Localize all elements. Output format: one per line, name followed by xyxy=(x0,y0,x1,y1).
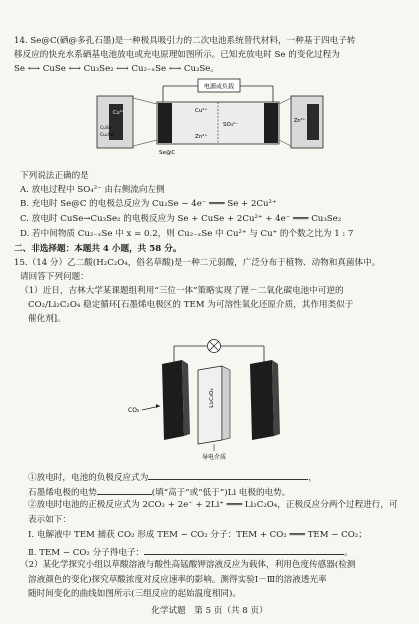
q14-option-a: A. 放电过程中 SO₄²⁻ 由右侧流向左侧 xyxy=(20,185,165,195)
graphene-electrode xyxy=(162,360,184,440)
co2-label: CO₂ xyxy=(128,407,140,414)
q14-option-c: C. 放电时 CuSe→Cu₃Se₂ 的电极反应为 Se + CuSe + 2Cu²⁺ + 4e⁻ ═══ Cu₃Se₂ xyxy=(20,214,342,224)
q15-part1-line-1: （1）近日，吉林大学某课题组利用“三位一体”策略实现了锂－二氧化碳电池中可逆的 xyxy=(20,286,344,296)
ion-left-label: Cu²⁺ xyxy=(113,110,125,116)
answer-blank-step-2[interactable] xyxy=(144,545,344,555)
zn-electrode xyxy=(264,103,278,143)
ion-right-label: Zn²⁺ xyxy=(294,118,306,124)
middle-box-label: Li₂C₂O₄ xyxy=(209,388,215,408)
ion-cu-label: Cu²⁺ xyxy=(195,108,208,114)
q15-1b-line-2: 表示如下： xyxy=(28,515,71,525)
ion-so4-label: SO₄²⁻ xyxy=(223,122,239,128)
q15-part2-line-1: （2）某化学探究小组以草酸溶液与酸性高锰酸钾溶液反应为载体，利用色度传感器(检测 xyxy=(20,560,356,570)
li-electrode xyxy=(250,360,274,440)
answer-blank-anode-reaction[interactable] xyxy=(148,470,308,480)
q15-li-co2-battery-diagram xyxy=(126,336,302,464)
q14-option-b: B. 充电时 Se@C 的电极总反应为 Cu₂Se − 4e⁻ ═══ Se + 2Cu²⁺ xyxy=(20,199,277,209)
q14-battery-diagram xyxy=(95,74,325,164)
q15-1a-text-3: (填“高于”或“低于”)Li 电极的电势。 xyxy=(151,488,291,498)
q14-intro: 下列说法正确的是 xyxy=(20,171,89,181)
q15-part2-line-3: 随时间变化的曲线如图所示(三组反应的起始温度相同)。 xyxy=(28,589,241,599)
q15-step-2-line: Ⅱ. TEM − CO₂ 分子得电子： 。 xyxy=(28,545,353,559)
load-label: 电源或负载 xyxy=(203,83,235,91)
conduction-medium-label: 导电介质 xyxy=(201,454,227,461)
answer-blank-potential[interactable] xyxy=(97,485,152,495)
q14-option-d: D. 若中间物质 Cu₂₋ₓSe 中 x = 0.2，则 Cu₂₋ₓSe 中 Cu²⁺ 与 Cu⁺ 的个数之比为 1 : 7 xyxy=(20,229,354,239)
q15-1a-line-1: ①放电时，电池的负极反应式为 ， xyxy=(28,470,317,484)
q15-stem-line-2: 请回答下列问题： xyxy=(20,272,89,282)
q14-stem-line-2: 移反应的快充水系硒基电池放电或充电原理如图所示。已知充放电时 Se 的变化过程为 xyxy=(14,50,340,60)
q15-part1-line-2: CO₂/Li₂C₂O₄ 稳定循环[石墨烯电极区的 TEM 为可溶性氧化还原介质，其作用类似于 xyxy=(28,300,354,310)
q15-step-2: Ⅱ. TEM − CO₂ 分子得电子： xyxy=(28,548,145,558)
q15-1a-line-2 xyxy=(28,485,290,499)
q14-stem-line-3: Se ⟷ CuSe ⟷ Cu₃Se₂ ⟷ Cu₂₋ₓSe ⟷ Cu₂Se。 xyxy=(14,64,219,74)
ion-zn-label: Zn²⁺ xyxy=(195,134,208,140)
se-c-label: Se@C xyxy=(159,150,176,156)
section-two-heading: 二、非选择题：本题共 4 小题，共 58 分。 xyxy=(14,244,182,254)
q15-stem-line-1: 15.（14 分）乙二酸(H₂C₂O₄，俗名草酸)是一种二元弱酸，广泛分布于植物、动物和真菌体中。 xyxy=(14,258,381,268)
cuse-label: CuSe xyxy=(100,126,112,131)
q15-step-1: Ⅰ. 电解液中 TEM 捕获 CO₂ 形成 TEM − CO₂ 分子：TEM + CO₂ ═══ TEM − CO₂； xyxy=(28,530,367,540)
q14-stem-line-1: 14. Se@C(硒@多孔石墨)是一种极具吸引力的二次电池系统替代材料，一种基于四电子转 xyxy=(14,36,356,46)
q15-1a-text: ①放电时，电池的负极反应式为 xyxy=(28,473,149,483)
q15-1b-line-1: ②放电时电池的正极反应式为 2CO₂ + 2e⁻ + 2Li⁺ ═══ Li₂C₂O₄，正极反应分两个过程进行，可 xyxy=(28,500,398,510)
se-c-electrode xyxy=(158,103,172,143)
q15-part1-line-3: 催化剂]。 xyxy=(28,314,66,324)
page-footer: 化学试题 第 5 页（共 8 页） xyxy=(151,606,268,616)
cu2se-label: Cu₂Se xyxy=(100,133,114,138)
q15-1a-text-2: 石墨烯电极的电势 xyxy=(28,488,97,498)
q15-part2-line-2: 溶液颜色的变化)探究草酸浓度对反应速率的影响。测得实验Ⅰ－Ⅲ的溶液透光率 xyxy=(28,575,327,585)
